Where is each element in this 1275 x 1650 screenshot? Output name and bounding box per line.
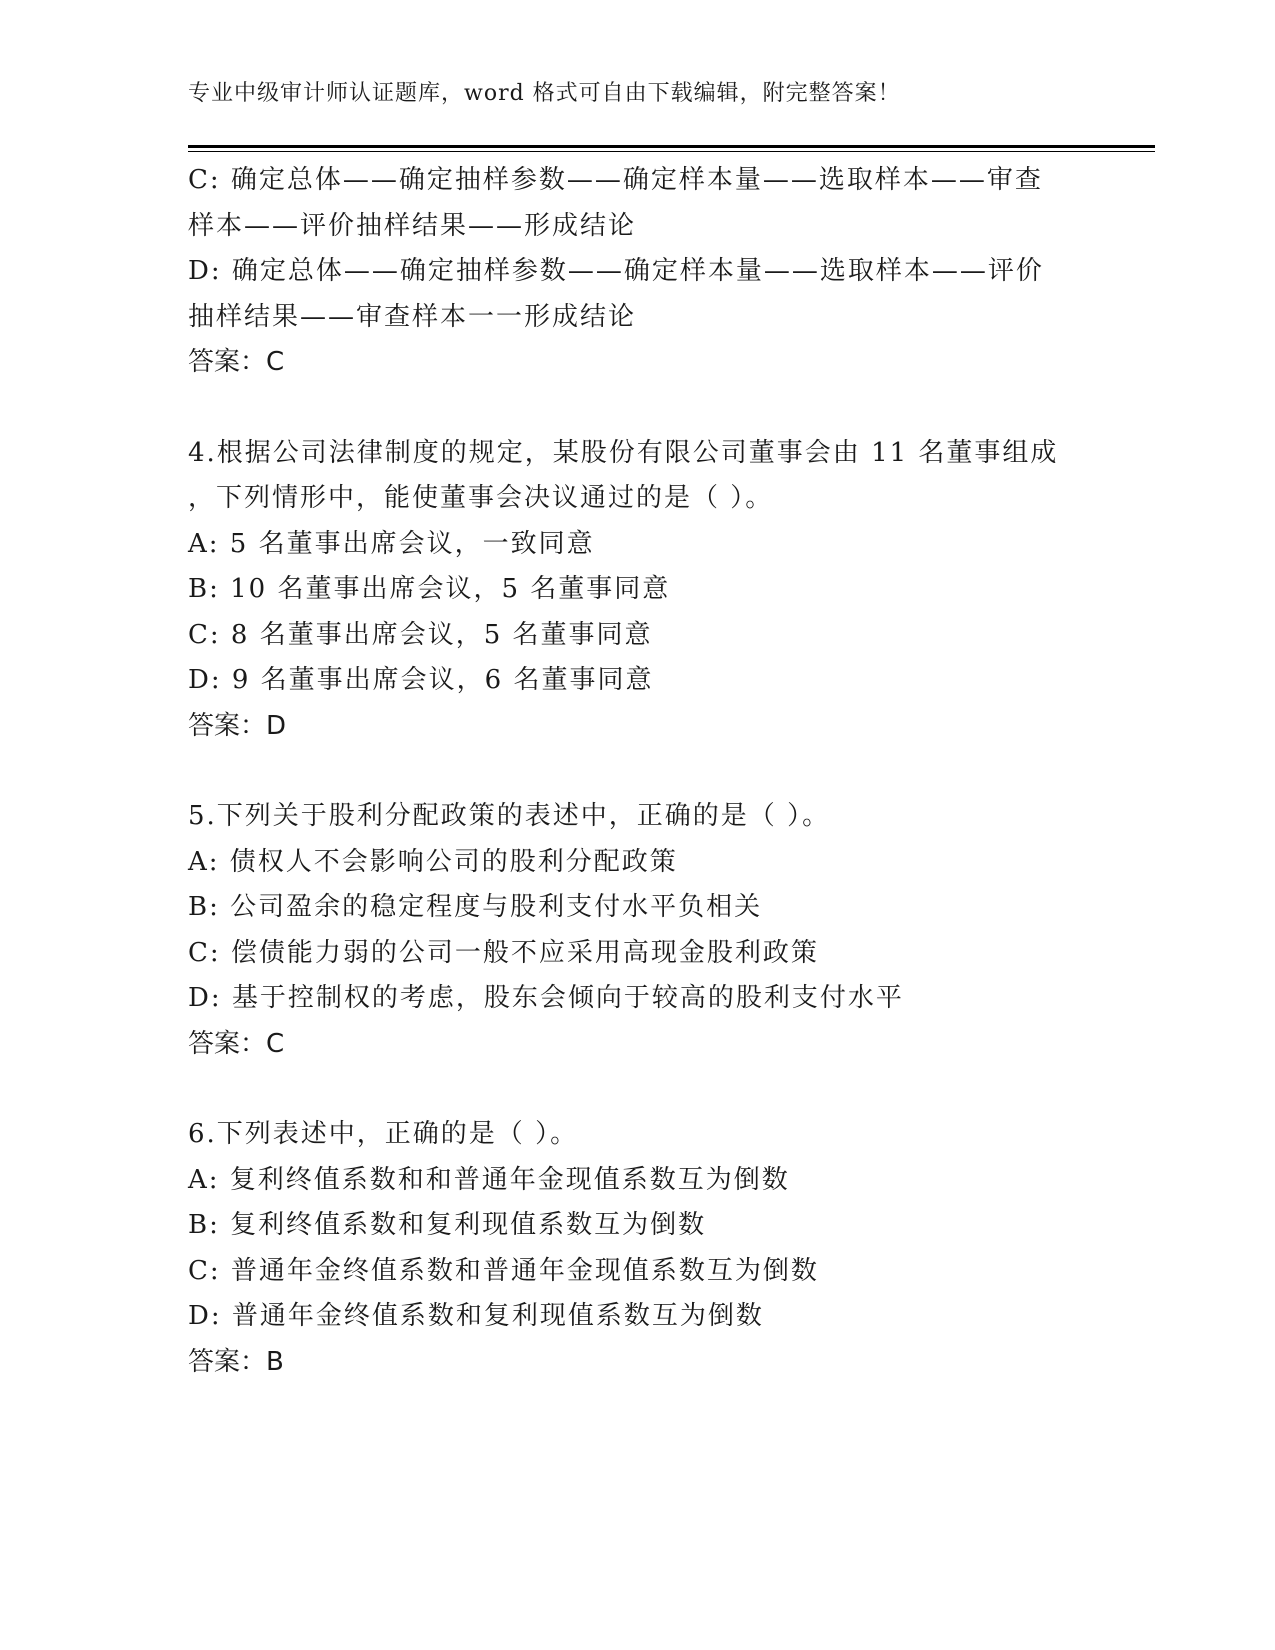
q4-answer: 答案：D	[188, 710, 287, 741]
q4-option-b: B: 10 名董事出席会议，5 名董事同意	[188, 574, 671, 604]
q5-option-c: C: 偿债能力弱的公司一般不应采用高现金股利政策	[188, 937, 819, 968]
q6-option-c: C: 普通年金终值系数和普通年金现值系数互为倒数	[188, 1255, 819, 1286]
q5-option-d: D: 基于控制权的考虑，股东会倾向于较高的股利支付水平	[188, 983, 904, 1013]
q5-answer: 答案：C	[188, 1028, 285, 1059]
q6-answer: 答案：B	[188, 1346, 284, 1377]
page-header: 专业中级审计师认证题库，word 格式可自由下载编辑，附完整答案！	[188, 81, 901, 106]
q6-option-b: B: 复利终值系数和复利现值系数互为倒数	[188, 1210, 707, 1240]
q3-option-c-line1: C: 确定总体——确定抽样参数——确定样本量——选取样本——审查	[188, 165, 1043, 195]
question-6-block	[188, 1112, 1088, 1385]
q3-answer: 答案：C	[188, 347, 285, 377]
question-4-block	[188, 431, 1088, 750]
question-5-block	[188, 794, 1088, 1067]
q3-option-c-line2: 样本——评价抽样结果——形成结论	[188, 210, 637, 241]
question-3-block	[188, 158, 1088, 386]
q4-option-a: A: 5 名董事出席会议，一致同意	[188, 528, 595, 559]
q5-stem: 5.下列关于股利分配政策的表述中，正确的是（ ）。	[188, 801, 831, 831]
q4-option-d: D: 9 名董事出席会议，6 名董事同意	[188, 665, 654, 695]
q6-option-d: D: 普通年金终值系数和复利现值系数互为倒数	[188, 1301, 764, 1331]
q3-option-d-line1: D: 确定总体——确定抽样参数——确定样本量——选取样本——评价	[188, 256, 1044, 286]
spacer	[188, 386, 1088, 431]
q5-option-b: B: 公司盈余的稳定程度与股利支付水平负相关	[188, 892, 763, 922]
q4-stem-line2: ，下列情形中，能使董事会决议通过的是（ ）。	[188, 483, 774, 513]
question-content	[188, 158, 1088, 1385]
q4-option-c: C: 8 名董事出席会议，5 名董事同意	[188, 619, 653, 650]
q5-option-a: A: 债权人不会影响公司的股利分配政策	[188, 846, 678, 877]
q3-option-d-line2: 抽样结果——审查样本一一形成结论	[188, 301, 637, 332]
header-rule-thin	[188, 151, 1155, 152]
q6-option-a: A: 复利终值系数和和普通年金现值系数互为倒数	[188, 1164, 790, 1195]
spacer	[188, 1067, 1088, 1112]
q4-stem-line1: 4.根据公司法律制度的规定，某股份有限公司董事会由 11 名董事组成	[188, 437, 1059, 468]
spacer	[188, 749, 1088, 794]
q6-stem: 6.下列表述中，正确的是（ ）。	[188, 1119, 579, 1149]
header-rule-thick	[188, 145, 1155, 148]
